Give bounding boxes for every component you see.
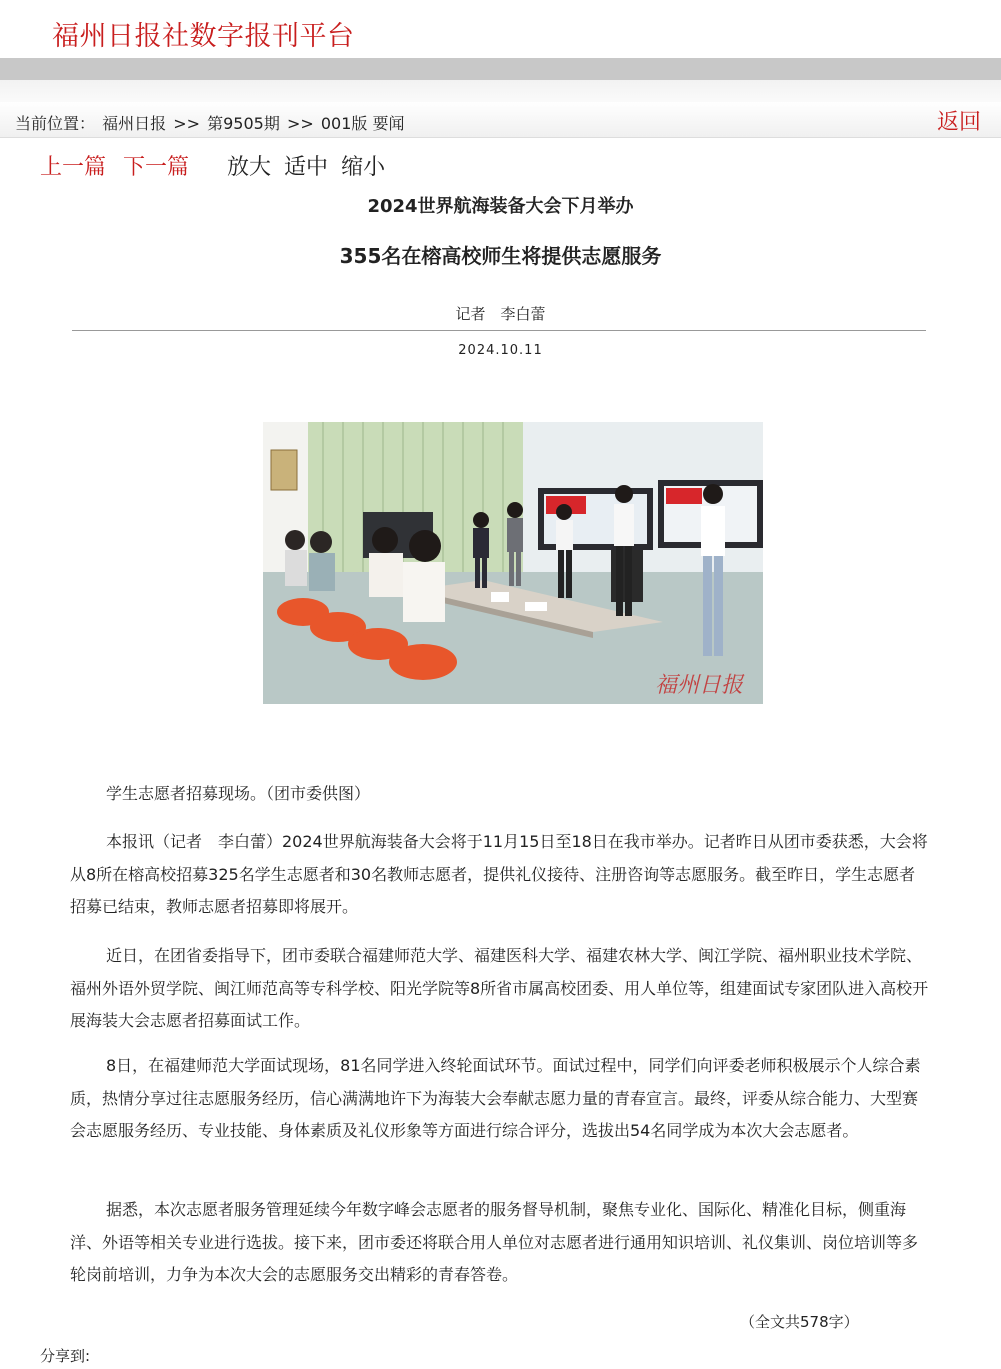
breadcrumb-paper-link[interactable]: 福州日报 xyxy=(102,114,167,133)
fit-size-button[interactable]: 适中 xyxy=(284,155,329,180)
article-paragraph: 8日，在福建师范大学面试现场，81名同学进入终轮面试环节。面试过程中，同学们向评委老师积极展示个人综合素质，热情分享过往志愿服务经历，信心满满地许下为海装大会奉献志愿力量的青春宣言。最终，评委从综合能力、大型赛会志愿服务经历、专业技能、身体素质及礼仪形象等方面进行综合评分，选拔出54名同学成为本次大会志愿者。 xyxy=(70,1056,921,1140)
article-toolbar xyxy=(40,150,391,181)
header-shadow-bar xyxy=(0,80,1001,102)
breadcrumb-separator: >> xyxy=(173,114,201,133)
breadcrumb-row xyxy=(0,102,1001,138)
prev-article-link[interactable]: 上一篇 xyxy=(40,155,107,180)
breadcrumb-separator: >> xyxy=(286,114,314,133)
header-divider-bar xyxy=(0,58,1001,80)
article-paragraph: 据悉，本次志愿者服务管理延续今年数字峰会志愿者的服务督导机制，聚焦专业化、国际化、精准化目标，侧重海洋、外语等相关专业进行选拔。接下来，团市委还将联合用人单位对志愿者进行通用知识培训、礼仪集训、岗位培训等多轮岗前培训，力争为本次大会的志愿服务交出精彩的青春答卷。 xyxy=(70,1200,919,1284)
breadcrumb xyxy=(15,111,407,134)
next-article-link[interactable]: 下一篇 xyxy=(123,155,190,180)
byline-divider xyxy=(72,330,926,331)
article-paragraph: 本报讯（记者 李白蕾）2024世界航海装备大会将于11月15日至18日在我市举办。记者昨日从团市委获悉，大会将从8所在榕高校招募325名学生志愿者和30名教师志愿者，提供礼仪接待、注册咨询等志愿服务。截至昨日，学生志愿者招募已结束，教师志愿者招募即将展开。 xyxy=(70,832,928,916)
article-photo xyxy=(263,422,763,704)
word-count: （全文共578字） xyxy=(740,1313,859,1331)
article-title: 2024世界航海装备大会下月举办 xyxy=(367,196,634,217)
site-title[interactable]: 福州日报社数字报刊平台 xyxy=(52,21,355,52)
back-link[interactable]: 返回 xyxy=(937,110,982,135)
share-label: 分享到: xyxy=(40,1347,91,1365)
breadcrumb-label: 当前位置： xyxy=(15,114,96,133)
photo-watermark: 福州日报 xyxy=(655,673,744,698)
zoom-in-button[interactable]: 放大 xyxy=(227,155,272,180)
breadcrumb-page-link[interactable]: 001版 要闻 xyxy=(320,114,405,133)
zoom-out-button[interactable]: 缩小 xyxy=(341,155,386,180)
breadcrumb-issue-link[interactable]: 第9505期 xyxy=(207,114,280,133)
volunteer-interview-photo xyxy=(263,422,763,704)
article-subtitle: 355名在榕高校师生将提供志愿服务 xyxy=(339,244,662,268)
article-date: 2024.10.11 xyxy=(458,343,543,358)
site-header xyxy=(0,0,1001,58)
article-paragraph: 近日，在团省委指导下，团市委联合福建师范大学、福建医科大学、福建农林大学、闽江学院、福州职业技术学院、福州外语外贸学院、闽江师范高等专科学校、阳光学院等8所省市属高校团委、用人单位等，组建面试专家团队进入高校开展海装大会志愿者招募面试工作。 xyxy=(70,946,929,1030)
photo-caption: 学生志愿者招募现场。（团市委供图） xyxy=(106,784,371,803)
article-byline: 记者 李白蕾 xyxy=(455,305,546,323)
